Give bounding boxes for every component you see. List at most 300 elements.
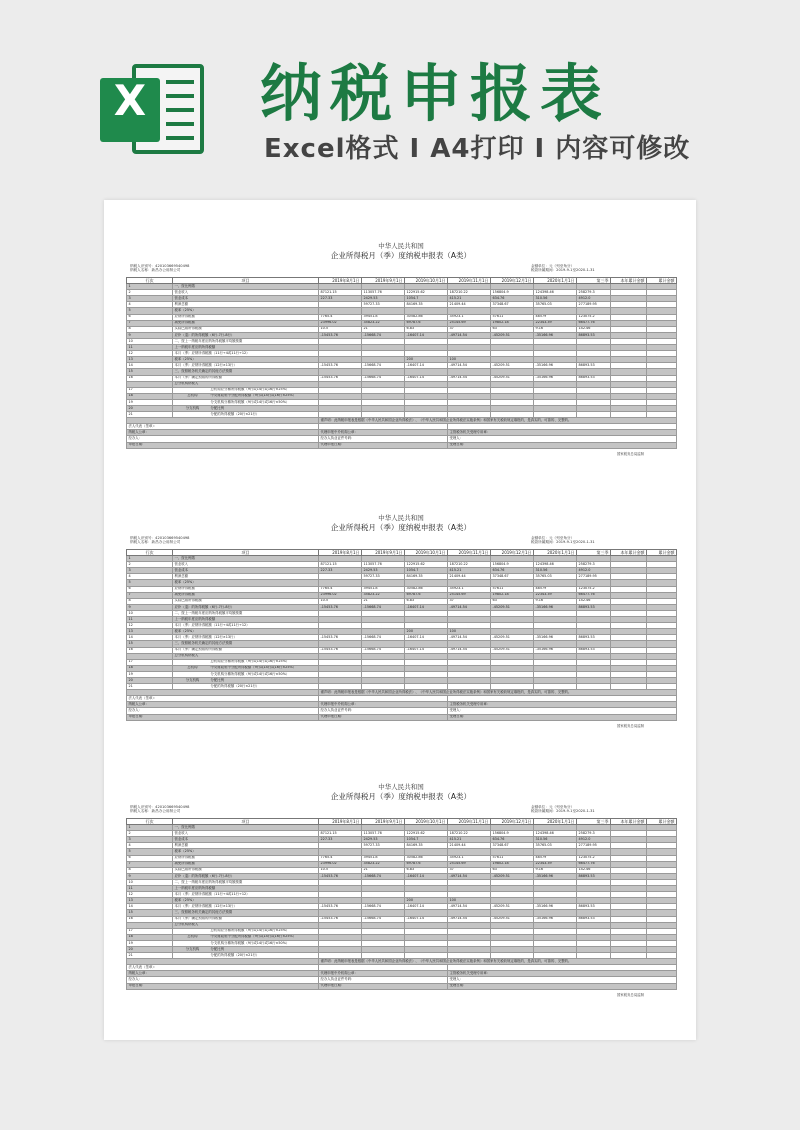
table-cell[interactable]: 7765.4 — [319, 586, 362, 592]
table-cell[interactable]: -45209.51 — [491, 916, 534, 922]
table-cell[interactable]: 23996.02 — [319, 592, 362, 598]
table-cell[interactable]: 142.46 — [577, 326, 611, 332]
signature-field[interactable]: 代理申报日期： — [319, 442, 448, 448]
table-cell[interactable]: 19802.18 — [491, 592, 534, 598]
table-cell[interactable]: 39451.8 — [362, 314, 405, 320]
table-cell[interactable]: 6.83 — [405, 598, 448, 604]
row-number: 20 — [127, 405, 173, 411]
table-cell[interactable]: 22343.39 — [534, 592, 577, 598]
table-cell[interactable]: 22343.39 — [534, 320, 577, 326]
table-cell[interactable]: -35166.96 — [534, 375, 577, 381]
table-cell[interactable]: 23996.02 — [319, 861, 362, 867]
table-cell[interactable]: 37348.67 — [491, 302, 534, 308]
table-cell[interactable]: 124398.46 — [534, 562, 577, 568]
table-cell[interactable]: -16407.14 — [405, 873, 448, 879]
table-cell[interactable]: 227.33 — [319, 296, 362, 302]
table-cell[interactable]: 7765.4 — [319, 314, 362, 320]
table-cell[interactable]: -15668.74 — [362, 332, 405, 338]
row-number: 15 — [127, 641, 173, 647]
signature-field[interactable]: 法人代表（签章）： — [127, 424, 319, 430]
table-cell[interactable]: -15453.76 — [319, 604, 362, 610]
table-cell[interactable]: 142.46 — [577, 867, 611, 873]
form-title: 企业所得税月（季）度纳税申报表（A类） — [330, 792, 472, 801]
row-label: 分支机构 分配比例 — [173, 946, 319, 952]
table-cell[interactable]: 122915.62 — [405, 290, 448, 296]
signature-field[interactable]: 代理申报中介机构公章： — [319, 430, 448, 436]
table-cell[interactable]: 10.5 — [319, 867, 362, 873]
table-cell[interactable]: 35923.1 — [448, 314, 491, 320]
table-cell[interactable]: 2429.53 — [362, 296, 405, 302]
row-number: 18 — [127, 665, 173, 671]
table-cell[interactable]: 86893.53 — [577, 332, 611, 338]
table-cell[interactable]: -45209.51 — [491, 904, 534, 910]
table-cell[interactable]: 57611 — [491, 855, 534, 861]
table-cell[interactable]: 123075.2 — [577, 586, 611, 592]
signature-field[interactable]: 主管税务机关受理专用章： — [448, 430, 677, 436]
table-cell[interactable]: 25145.69 — [448, 320, 491, 326]
table-cell[interactable]: 37348.67 — [491, 574, 534, 580]
table-cell[interactable]: 7765.4 — [319, 855, 362, 861]
table-cell[interactable]: 25145.69 — [448, 592, 491, 598]
table-cell[interactable]: 415.21 — [448, 837, 491, 843]
table-cell[interactable]: 415.21 — [448, 296, 491, 302]
table-cell[interactable]: 57611 — [491, 586, 534, 592]
table-cell[interactable]: 86893.53 — [577, 604, 611, 610]
table-cell[interactable]: -15668.74 — [362, 873, 405, 879]
table-cell[interactable]: 6.83 — [405, 867, 448, 873]
row-label: 税率（25%） — [173, 580, 319, 586]
table-cell[interactable]: 21 — [362, 867, 405, 873]
tax-form-sheet — [126, 242, 676, 457]
table-cell[interactable]: 156804.9 — [491, 290, 534, 296]
row-number: 19 — [127, 671, 173, 677]
table-cell[interactable]: 69787.6 — [405, 592, 448, 598]
form-meta — [126, 805, 676, 818]
table-cell[interactable]: 21409.44 — [448, 843, 491, 849]
table-cell[interactable]: -15668.74 — [362, 904, 405, 910]
table-cell[interactable]: 87121.15 — [319, 831, 362, 837]
row-label: 本月（季）应纳所得税额（12行×13行） — [173, 363, 319, 369]
table-cell[interactable]: -15453.76 — [319, 635, 362, 641]
signature-field[interactable]: 经办人执业证件号码： — [319, 436, 448, 442]
column-header: 2019年9月1日 — [362, 819, 405, 825]
table-cell[interactable]: 23996.02 — [319, 320, 362, 326]
column-header: 2019年10月1日 — [405, 278, 448, 284]
table-cell[interactable]: 86893.53 — [577, 904, 611, 910]
table-cell[interactable]: -49714.54 — [448, 647, 491, 653]
table-cell[interactable]: -49714.54 — [448, 635, 491, 641]
column-header: 2019年12月1日 — [491, 819, 534, 825]
signature-field[interactable]: 经办人： — [127, 436, 319, 442]
signature-field[interactable]: 受理日期： — [448, 714, 677, 720]
table-cell[interactable]: 122915.62 — [405, 562, 448, 568]
table-cell[interactable]: 100 — [448, 898, 491, 904]
table-cell[interactable]: -15453.76 — [319, 647, 362, 653]
table-cell[interactable]: 156804.9 — [491, 831, 534, 837]
table-cell[interactable]: 9.16 — [534, 867, 577, 873]
row-label: 总分机构纳税人 — [173, 653, 319, 659]
row-label: 本月（季）确定预缴的所得税额 — [173, 647, 319, 653]
column-header: 2019年9月1日 — [362, 550, 405, 556]
column-header: 第三季 — [577, 550, 611, 556]
table-cell[interactable]: -35166.96 — [534, 916, 577, 922]
signature-field[interactable]: 法人代表（签章）： — [127, 696, 319, 702]
tax-table — [126, 277, 677, 449]
column-header: 项目 — [173, 550, 319, 556]
table-cell[interactable]: 1054.7 — [405, 837, 448, 843]
table-cell[interactable]: 39451.8 — [362, 855, 405, 861]
row-label: 上一纳税年度应纳所得税额 — [173, 886, 319, 892]
signature-field[interactable]: 受理日期： — [448, 442, 677, 448]
table-cell[interactable]: 66477.76 — [577, 320, 611, 326]
table-cell[interactable]: 634.76 — [491, 568, 534, 574]
table-cell[interactable]: 87121.15 — [319, 562, 362, 568]
sub-label: 总机构 — [187, 665, 198, 670]
table-cell[interactable]: -15668.74 — [362, 363, 405, 369]
table-cell[interactable]: -49714.54 — [448, 375, 491, 381]
row-number: 16 — [127, 375, 173, 381]
table-cell[interactable]: 37 — [448, 326, 491, 332]
table-cell[interactable]: 84169.35 — [405, 302, 448, 308]
tax-table — [126, 549, 677, 721]
table-cell[interactable]: 277189.95 — [577, 574, 611, 580]
table-cell[interactable]: 66477.76 — [577, 592, 611, 598]
table-cell[interactable]: 227.33 — [319, 837, 362, 843]
row-label: 总机构 中央财政集中分配所得税额（9行或14行或16行×25%） — [173, 934, 319, 940]
table-cell[interactable]: 310.56 — [534, 568, 577, 574]
table-cell[interactable]: 35765.03 — [534, 302, 577, 308]
table-cell[interactable]: 37 — [448, 867, 491, 873]
signature-field[interactable]: 申报日期： — [127, 442, 319, 448]
signature-field[interactable]: 主管税务机关受理专用章： — [448, 971, 677, 977]
table-cell[interactable]: 10.5 — [319, 326, 362, 332]
table-cell[interactable]: 59727.33 — [362, 843, 405, 849]
signature-field[interactable]: 经办人： — [127, 977, 319, 983]
table-cell[interactable]: -35166.96 — [534, 363, 577, 369]
table-cell[interactable]: -49714.54 — [448, 904, 491, 910]
table-cell[interactable]: 35923.1 — [448, 855, 491, 861]
row-number: 6 — [127, 586, 173, 592]
table-cell[interactable]: 84169.35 — [405, 574, 448, 580]
table-cell[interactable]: -16407.14 — [405, 332, 448, 338]
row-label: 税率（25%） — [173, 898, 319, 904]
table-cell[interactable]: -16407.14 — [405, 604, 448, 610]
row-number: 13 — [127, 898, 173, 904]
table-cell[interactable]: 310.56 — [534, 296, 577, 302]
table-cell[interactable]: 123075.2 — [577, 314, 611, 320]
table-cell[interactable]: 59727.33 — [362, 574, 405, 580]
table-cell[interactable]: 35765.03 — [534, 843, 577, 849]
table-cell[interactable]: 277189.95 — [577, 843, 611, 849]
table-cell[interactable]: 63 — [491, 326, 534, 332]
table-cell[interactable]: 142.46 — [577, 598, 611, 604]
table-cell[interactable]: 200 — [405, 629, 448, 635]
row-number: 11 — [127, 617, 173, 623]
table-cell[interactable]: 84169.35 — [405, 843, 448, 849]
table-cell[interactable]: 22343.39 — [534, 861, 577, 867]
table-cell[interactable]: -15453.76 — [319, 873, 362, 879]
row-number: 1 — [127, 556, 173, 562]
table-cell[interactable]: 30582.86 — [405, 586, 448, 592]
table-cell[interactable]: 69787.6 — [405, 320, 448, 326]
row-number: 6 — [127, 855, 173, 861]
table-cell[interactable]: 63 — [491, 598, 534, 604]
form-title-country: 中华人民共和国 — [378, 514, 424, 522]
row-label: 分配的所得税额（20行×21行） — [173, 684, 319, 690]
table-cell[interactable]: 4912.0 — [577, 837, 611, 843]
row-label: 分支机构分摊所得税额（9行或14行或16行×50%） — [173, 399, 319, 405]
table-cell[interactable]: 21 — [362, 598, 405, 604]
table-cell[interactable]: 86893.53 — [577, 363, 611, 369]
row-number: 20 — [127, 946, 173, 952]
form-title: 企业所得税月（季）度纳税申报表（A类） — [330, 523, 472, 532]
signature-row — [127, 442, 677, 448]
table-cell[interactable]: 2429.53 — [362, 837, 405, 843]
declaration-text: 谨声明：此纳税申报表是根据《中华人民共和国企业所得税法》、《中华人民共和国企业所得税法实施条例》和国家有关税收规定填报的，是真实的、可靠的、完整的。 — [319, 690, 677, 696]
table-cell[interactable]: 9.16 — [534, 598, 577, 604]
signature-field[interactable]: 受理人： — [448, 977, 677, 983]
signature-row — [127, 983, 677, 989]
table-cell[interactable]: 21409.44 — [448, 302, 491, 308]
table-cell[interactable]: 86893.53 — [577, 873, 611, 879]
row-label: 应补（退）的所得税额（6行-7行-8行） — [173, 604, 319, 610]
table-cell[interactable]: 310.56 — [534, 837, 577, 843]
table-cell[interactable]: -16407.14 — [405, 363, 448, 369]
table-cell[interactable]: 87121.15 — [319, 290, 362, 296]
table-cell[interactable]: 227.33 — [319, 568, 362, 574]
table-cell[interactable]: -35166.96 — [534, 635, 577, 641]
column-header: 第三季 — [577, 819, 611, 825]
table-cell[interactable]: 415.21 — [448, 568, 491, 574]
table-cell[interactable]: 48579 — [534, 855, 577, 861]
signature-field[interactable]: 经办人执业证件号码： — [319, 708, 448, 714]
row-label: 总机构 中央财政集中分配所得税额（9行或14行或16行×25%） — [173, 393, 319, 399]
table-cell[interactable]: 634.76 — [491, 837, 534, 843]
table-cell[interactable]: 4912.0 — [577, 296, 611, 302]
signature-field[interactable]: 代理申报中介机构公章： — [319, 702, 448, 708]
table-cell[interactable]: 4912.0 — [577, 568, 611, 574]
row-number: 7 — [127, 320, 173, 326]
table-cell[interactable]: 48579 — [534, 314, 577, 320]
table-cell[interactable]: 59727.33 — [362, 302, 405, 308]
table-cell[interactable]: 30582.86 — [405, 855, 448, 861]
signature-field[interactable]: 法人代表（签章）： — [127, 965, 319, 971]
row-label: 应补（退）的所得税额（6行-7行-8行） — [173, 873, 319, 879]
row-label: 减免所得税额 — [173, 592, 319, 598]
row-label: 减免所得税额 — [173, 861, 319, 867]
signature-field[interactable]: 纳税人公章： — [127, 430, 319, 436]
row-number: 18 — [127, 393, 173, 399]
table-cell[interactable]: 21409.44 — [448, 574, 491, 580]
column-header: 2019年10月1日 — [405, 819, 448, 825]
table-cell[interactable]: -15453.76 — [319, 332, 362, 338]
table-cell[interactable]: -45209.51 — [491, 363, 534, 369]
meta-right-line: 金额单位：元（列至角分） — [531, 805, 575, 809]
table-cell[interactable]: -49714.54 — [448, 604, 491, 610]
table-cell[interactable]: -35166.96 — [534, 604, 577, 610]
table-cell[interactable]: -15668.74 — [362, 916, 405, 922]
table-cell[interactable]: 100 — [448, 357, 491, 363]
row-number: 19 — [127, 399, 173, 405]
sub-label: 分支机构 — [185, 677, 200, 682]
row-label: 实际已缴所得税额 — [173, 326, 319, 332]
table-cell[interactable]: -49714.54 — [448, 873, 491, 879]
signature-field[interactable]: 受理日期： — [448, 983, 677, 989]
table-cell[interactable]: 57611 — [491, 314, 534, 320]
table-cell[interactable]: 1054.7 — [405, 296, 448, 302]
table-cell[interactable]: -16407.14 — [405, 904, 448, 910]
table-cell[interactable]: 258279.3 — [577, 290, 611, 296]
signature-field[interactable]: 申报日期： — [127, 983, 319, 989]
table-cell[interactable]: 63 — [491, 867, 534, 873]
signature-field[interactable]: 代理申报中介机构公章： — [319, 971, 448, 977]
table-cell[interactable]: -35166.96 — [534, 904, 577, 910]
table-cell[interactable]: -49714.54 — [448, 916, 491, 922]
signature-field[interactable]: 主管税务机关受理专用章： — [448, 702, 677, 708]
column-header: 2019年11月1日 — [448, 550, 491, 556]
table-cell[interactable]: 25145.69 — [448, 861, 491, 867]
table-cell[interactable]: 187210.22 — [448, 831, 491, 837]
row-number: 21 — [127, 953, 173, 959]
table-cell[interactable]: 35823.22 — [362, 861, 405, 867]
table-cell[interactable]: 9.16 — [534, 326, 577, 332]
row-label: 营业收入 — [173, 562, 319, 568]
table-cell[interactable]: -16407.14 — [405, 647, 448, 653]
row-number: 8 — [127, 867, 173, 873]
table-cell[interactable]: 35765.03 — [534, 574, 577, 580]
table-cell[interactable]: 258279.3 — [577, 831, 611, 837]
row-label: 二、按上一纳税年度应纳所得税额平均额预缴 — [173, 879, 319, 885]
table-cell[interactable]: 124398.46 — [534, 831, 577, 837]
table-cell[interactable]: 187210.22 — [448, 562, 491, 568]
table-cell[interactable]: 113057.76 — [362, 831, 405, 837]
table-cell[interactable]: -45209.51 — [491, 332, 534, 338]
row-label: 分支机构分摊所得税额（9行或14行或16行×50%） — [173, 671, 319, 677]
table-cell[interactable]: 37348.67 — [491, 843, 534, 849]
column-header: 2019年8月1日 — [319, 550, 362, 556]
table-cell[interactable]: 100 — [448, 629, 491, 635]
row-number: 1 — [127, 825, 173, 831]
column-header: 行次 — [127, 819, 173, 825]
table-cell[interactable]: 113057.76 — [362, 290, 405, 296]
signature-field[interactable]: 受理人： — [448, 436, 677, 442]
row-number: 21 — [127, 684, 173, 690]
table-cell[interactable]: 1054.7 — [405, 568, 448, 574]
table-cell[interactable]: 156804.9 — [491, 562, 534, 568]
table-cell[interactable]: 122915.62 — [405, 831, 448, 837]
row-number: 20 — [127, 677, 173, 683]
signature-field[interactable]: 代理申报日期： — [319, 983, 448, 989]
table-cell[interactable]: -16407.14 — [405, 375, 448, 381]
table-cell[interactable]: 2429.53 — [362, 568, 405, 574]
table-cell[interactable]: -35166.96 — [534, 647, 577, 653]
column-header: 2019年10月1日 — [405, 550, 448, 556]
table-cell[interactable]: -15668.74 — [362, 647, 405, 653]
meta-right-line: 税款所属期间：2019-9-1至2020-1-31 — [531, 268, 595, 273]
row-label: 应补（退）的所得税额（6行-7行-8行） — [173, 332, 319, 338]
signature-field[interactable]: 经办人： — [127, 708, 319, 714]
signature-field[interactable]: 受理人： — [448, 708, 677, 714]
signature-field[interactable]: 代理申报日期： — [319, 714, 448, 720]
table-cell[interactable]: 35823.22 — [362, 320, 405, 326]
table-cell[interactable]: 86893.53 — [577, 916, 611, 922]
table-cell[interactable]: -49714.54 — [448, 332, 491, 338]
table-cell[interactable]: 35823.22 — [362, 592, 405, 598]
table-cell[interactable]: -45209.51 — [491, 873, 534, 879]
signature-field[interactable]: 纳税人公章： — [127, 702, 319, 708]
column-header: 2020年1月1日 — [534, 278, 577, 284]
table-cell[interactable]: 86893.53 — [577, 635, 611, 641]
table-cell[interactable]: -15453.76 — [319, 916, 362, 922]
table-cell[interactable]: 30582.86 — [405, 314, 448, 320]
row-number: 1 — [127, 284, 173, 290]
table-cell[interactable]: -15453.76 — [319, 363, 362, 369]
table-cell[interactable]: 48579 — [534, 586, 577, 592]
table-cell[interactable]: -45209.51 — [491, 604, 534, 610]
column-header: 2019年9月1日 — [362, 278, 405, 284]
table-cell[interactable]: 258279.3 — [577, 562, 611, 568]
table-cell[interactable]: 200 — [405, 357, 448, 363]
table-cell[interactable]: 187210.22 — [448, 290, 491, 296]
declaration-text: 谨声明：此纳税申报表是根据《中华人民共和国企业所得税法》、《中华人民共和国企业所得税法实施条例》和国家有关税收规定填报的，是真实的、可靠的、完整的。 — [319, 418, 677, 424]
row-number: 2 — [127, 831, 173, 837]
table-cell[interactable]: 10.5 — [319, 598, 362, 604]
table-cell[interactable]: 66477.76 — [577, 861, 611, 867]
column-header: 本年累计金额 — [611, 278, 647, 284]
row-label: 总分机构纳税人 — [173, 381, 319, 387]
table-cell[interactable]: -35166.96 — [534, 332, 577, 338]
table-cell[interactable]: -45209.51 — [491, 647, 534, 653]
table-cell[interactable]: 6.83 — [405, 326, 448, 332]
table-cell[interactable]: 277189.95 — [577, 302, 611, 308]
table-cell[interactable]: 37 — [448, 598, 491, 604]
table-cell[interactable]: 200 — [405, 898, 448, 904]
table-cell[interactable]: 19802.18 — [491, 320, 534, 326]
table-cell[interactable]: 113057.76 — [362, 562, 405, 568]
table-cell[interactable]: -15453.76 — [319, 375, 362, 381]
table-cell[interactable]: -45209.51 — [491, 375, 534, 381]
table-cell[interactable]: 19802.18 — [491, 861, 534, 867]
table-cell[interactable]: -49714.54 — [448, 363, 491, 369]
table-cell[interactable]: -16407.14 — [405, 635, 448, 641]
row-label: 应纳所得税额 — [173, 855, 319, 861]
table-cell[interactable]: 35923.1 — [448, 586, 491, 592]
table-cell[interactable]: 69787.6 — [405, 861, 448, 867]
table-cell[interactable]: -15668.74 — [362, 375, 405, 381]
table-cell[interactable]: 86893.53 — [577, 375, 611, 381]
table-cell[interactable]: -15668.74 — [362, 604, 405, 610]
table-cell[interactable]: 634.76 — [491, 296, 534, 302]
signature-field[interactable]: 纳税人公章： — [127, 971, 319, 977]
table-cell[interactable]: 124398.46 — [534, 290, 577, 296]
row-number: 4 — [127, 843, 173, 849]
table-cell[interactable]: -35166.96 — [534, 873, 577, 879]
table-cell[interactable]: -15453.76 — [319, 904, 362, 910]
table-cell[interactable]: 86893.53 — [577, 647, 611, 653]
table-cell[interactable]: 123075.2 — [577, 855, 611, 861]
table-cell[interactable]: 21 — [362, 326, 405, 332]
table-cell[interactable]: -16407.14 — [405, 916, 448, 922]
column-header: 2019年8月1日 — [319, 278, 362, 284]
signature-field[interactable]: 申报日期： — [127, 714, 319, 720]
sub-label: 分支机构 — [185, 405, 200, 410]
signature-field[interactable]: 经办人执业证件号码： — [319, 977, 448, 983]
sub-label: 总机构 — [187, 934, 198, 939]
table-cell[interactable]: -15668.74 — [362, 635, 405, 641]
table-cell[interactable]: 39451.8 — [362, 586, 405, 592]
table-cell[interactable]: -45209.51 — [491, 635, 534, 641]
meta-left-line: 纳税人识别号：420103669540498 — [130, 264, 190, 268]
